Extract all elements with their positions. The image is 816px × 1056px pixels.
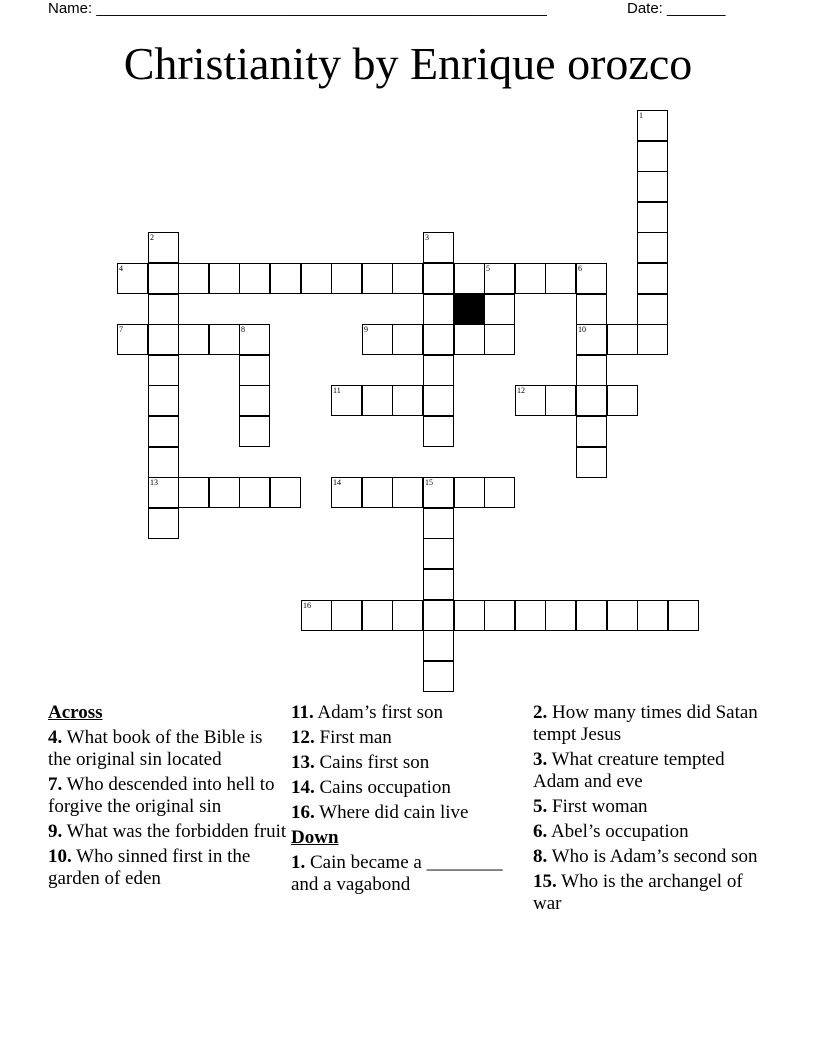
grid-cell[interactable] bbox=[637, 141, 668, 172]
grid-cell[interactable] bbox=[637, 171, 668, 202]
grid-cell[interactable] bbox=[515, 385, 546, 416]
grid-cell[interactable] bbox=[301, 600, 332, 631]
grid-cell[interactable] bbox=[607, 385, 638, 416]
grid-cell[interactable] bbox=[239, 263, 270, 294]
clue-number: 9 bbox=[364, 325, 368, 334]
grid-cell[interactable] bbox=[484, 263, 515, 294]
grid-cell[interactable] bbox=[239, 324, 270, 355]
grid-cell[interactable] bbox=[576, 600, 607, 631]
clue-across-16: 16. Where did cain live bbox=[291, 802, 469, 823]
grid-cell[interactable] bbox=[637, 110, 668, 141]
grid-cell[interactable] bbox=[423, 294, 454, 325]
grid-cell[interactable] bbox=[484, 324, 515, 355]
grid-cell[interactable] bbox=[239, 416, 270, 447]
grid-cell[interactable] bbox=[576, 294, 607, 325]
clue-number: 14 bbox=[333, 478, 341, 487]
grid-cell[interactable] bbox=[331, 263, 362, 294]
grid-cell[interactable] bbox=[423, 508, 454, 539]
grid-cell[interactable] bbox=[576, 324, 607, 355]
grid-cell[interactable] bbox=[484, 477, 515, 508]
clue-number: 4 bbox=[119, 264, 123, 273]
grid-cell[interactable] bbox=[148, 477, 179, 508]
clue-across-4: 4. What book of the Bible is the original sin located bbox=[48, 727, 263, 770]
across-heading: Across bbox=[48, 702, 103, 723]
grid-cell[interactable] bbox=[301, 263, 332, 294]
grid-cell[interactable] bbox=[148, 508, 179, 539]
clue-number: 11 bbox=[333, 386, 341, 395]
grid-cell[interactable] bbox=[607, 600, 638, 631]
grid-cell[interactable] bbox=[148, 324, 179, 355]
grid-cell[interactable] bbox=[545, 600, 576, 631]
clue-number: 12 bbox=[517, 386, 525, 395]
grid-cell[interactable] bbox=[331, 477, 362, 508]
grid-cell[interactable] bbox=[117, 263, 148, 294]
grid-cell[interactable] bbox=[515, 263, 546, 294]
clue-down-1: 1. Cain became a ________ and a vagabond bbox=[291, 852, 503, 895]
grid-cell[interactable] bbox=[239, 385, 270, 416]
clue-number: 15 bbox=[425, 478, 433, 487]
clue-number: 10 bbox=[578, 325, 586, 334]
clue-down-5: 5. First woman bbox=[533, 796, 648, 817]
grid-cell[interactable] bbox=[576, 385, 607, 416]
clue-column-2 bbox=[291, 702, 531, 899]
grid-cell[interactable] bbox=[362, 385, 393, 416]
grid-cell[interactable] bbox=[423, 661, 454, 692]
clue-number: 1 bbox=[639, 111, 643, 120]
clue-number: 16 bbox=[303, 601, 311, 610]
grid-cell[interactable] bbox=[148, 263, 179, 294]
grid-cell[interactable] bbox=[637, 232, 668, 263]
grid-cell[interactable] bbox=[117, 324, 148, 355]
clue-number: 8 bbox=[241, 325, 245, 334]
grid-cell[interactable] bbox=[148, 294, 179, 325]
grid-cell[interactable] bbox=[239, 477, 270, 508]
grid-cell[interactable] bbox=[607, 324, 638, 355]
clue-number: 13 bbox=[150, 478, 158, 487]
grid-cell[interactable] bbox=[362, 263, 393, 294]
clue-number: 5 bbox=[486, 264, 490, 273]
grid-cell[interactable] bbox=[209, 477, 240, 508]
clue-down-3: 3. What creature tempted Adam and eve bbox=[533, 749, 725, 792]
grid-cell[interactable] bbox=[637, 263, 668, 294]
blocked-cell bbox=[454, 294, 485, 325]
grid-cell[interactable] bbox=[637, 324, 668, 355]
grid-cell[interactable] bbox=[392, 477, 423, 508]
grid-cell[interactable] bbox=[423, 538, 454, 569]
clue-across-9: 9. What was the forbidden fruit bbox=[48, 821, 287, 842]
grid-cell[interactable] bbox=[454, 600, 485, 631]
grid-cell[interactable] bbox=[576, 447, 607, 478]
grid-cell[interactable] bbox=[423, 477, 454, 508]
grid-cell[interactable] bbox=[423, 569, 454, 600]
name-field-line[interactable]: Name: ______________________________________________________ bbox=[48, 0, 547, 17]
grid-cell[interactable] bbox=[148, 416, 179, 447]
grid-cell[interactable] bbox=[270, 263, 301, 294]
grid-cell[interactable] bbox=[148, 355, 179, 386]
grid-cell[interactable] bbox=[392, 263, 423, 294]
grid-cell[interactable] bbox=[668, 600, 699, 631]
grid-cell[interactable] bbox=[392, 385, 423, 416]
clue-across-12: 12. First man bbox=[291, 727, 392, 748]
grid-cell[interactable] bbox=[331, 600, 362, 631]
grid-cell[interactable] bbox=[423, 263, 454, 294]
down-heading: Down bbox=[291, 827, 339, 848]
grid-cell[interactable] bbox=[423, 416, 454, 447]
grid-cell[interactable] bbox=[423, 324, 454, 355]
clue-down-15: 15. Who is the archangel of war bbox=[533, 871, 743, 914]
grid-cell[interactable] bbox=[148, 232, 179, 263]
puzzle-title: Christianity by Enrique orozco bbox=[123, 38, 693, 89]
grid-cell[interactable] bbox=[239, 355, 270, 386]
grid-cell[interactable] bbox=[270, 477, 301, 508]
grid-cell[interactable] bbox=[454, 324, 485, 355]
clue-number: 6 bbox=[578, 264, 582, 273]
grid-cell[interactable] bbox=[362, 324, 393, 355]
grid-cell[interactable] bbox=[178, 477, 209, 508]
grid-cell[interactable] bbox=[454, 477, 485, 508]
clue-across-13: 13. Cains first son bbox=[291, 752, 430, 773]
grid-cell[interactable] bbox=[515, 600, 546, 631]
grid-cell[interactable] bbox=[637, 294, 668, 325]
grid-cell[interactable] bbox=[392, 324, 423, 355]
grid-cell[interactable] bbox=[392, 600, 423, 631]
grid-cell[interactable] bbox=[148, 447, 179, 478]
grid-cell[interactable] bbox=[576, 263, 607, 294]
clue-column-3 bbox=[533, 702, 773, 918]
grid-cell[interactable] bbox=[178, 263, 209, 294]
grid-cell[interactable] bbox=[484, 600, 515, 631]
grid-cell[interactable] bbox=[637, 202, 668, 233]
grid-cell[interactable] bbox=[484, 294, 515, 325]
grid-cell[interactable] bbox=[454, 263, 485, 294]
grid-cell[interactable] bbox=[362, 600, 393, 631]
grid-cell[interactable] bbox=[576, 416, 607, 447]
grid-cell[interactable] bbox=[331, 385, 362, 416]
clue-number: 2 bbox=[150, 233, 154, 242]
clue-number: 7 bbox=[119, 325, 123, 334]
grid-cell[interactable] bbox=[362, 477, 393, 508]
grid-cell[interactable] bbox=[637, 600, 668, 631]
grid-cell[interactable] bbox=[576, 355, 607, 386]
grid-cell[interactable] bbox=[209, 324, 240, 355]
clue-across-14: 14. Cains occupation bbox=[291, 777, 451, 798]
grid-cell[interactable] bbox=[545, 385, 576, 416]
grid-cell[interactable] bbox=[148, 385, 179, 416]
grid-cell[interactable] bbox=[423, 385, 454, 416]
clue-across-10: 10. Who sinned first in the garden of eden bbox=[48, 846, 251, 889]
clue-down-8: 8. Who is Adam’s second son bbox=[533, 846, 758, 867]
grid-cell[interactable] bbox=[209, 263, 240, 294]
grid-cell[interactable] bbox=[178, 324, 209, 355]
date-field-line[interactable]: Date: _______ bbox=[627, 0, 726, 17]
clue-down-2: 2. How many times did Satan tempt Jesus bbox=[533, 702, 758, 745]
clue-number: 3 bbox=[425, 233, 429, 242]
grid-cell[interactable] bbox=[423, 600, 454, 631]
grid-cell[interactable] bbox=[545, 263, 576, 294]
grid-cell[interactable] bbox=[423, 355, 454, 386]
clue-across-7: 7. Who descended into hell to forgive the original sin bbox=[48, 774, 275, 817]
grid-cell[interactable] bbox=[423, 232, 454, 263]
clue-down-6: 6. Abel’s occupation bbox=[533, 821, 689, 842]
clue-across-11: 11. Adam’s first son bbox=[291, 702, 444, 723]
clue-column-1 bbox=[48, 702, 288, 893]
grid-cell[interactable] bbox=[423, 630, 454, 661]
